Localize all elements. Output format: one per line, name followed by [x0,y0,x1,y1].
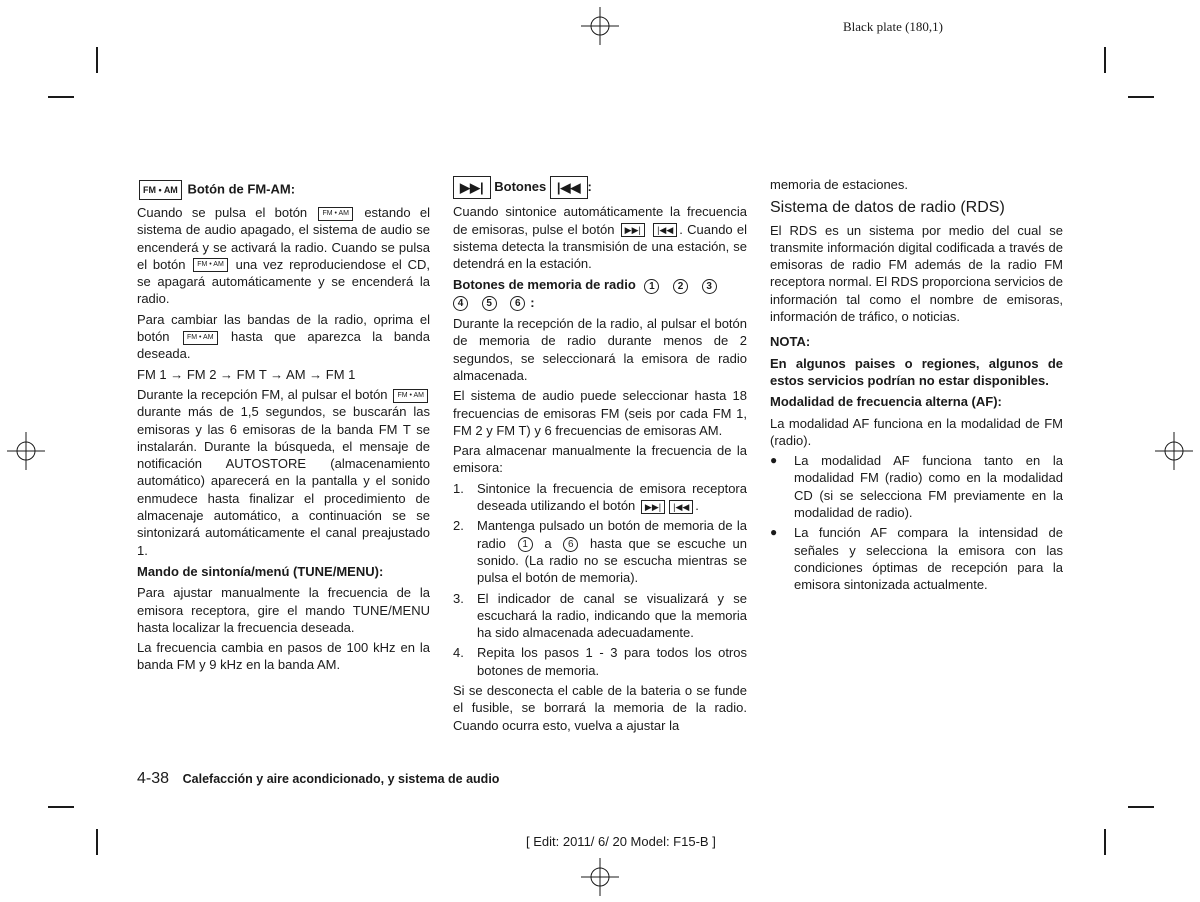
memory-2-icon: 2 [673,279,688,294]
list-item: 3. El indicador de canal se visualizará y se escuchará la radio, indicando que la memoria ha sido almacenada adecuadamente. [453,590,747,641]
bullet-list [770,452,1063,593]
list-item: ● La función AF compara la intensidad de señales y selecciona la emisora con las condiciones óptimas de recepción para la emisora sintonizada actualmente. [770,525,1063,593]
chapter-title: Calefacción y aire acondicionado, y sistema de audio [182,772,500,786]
memory-1-icon: 1 [644,279,659,294]
bullet-icon: ● [770,525,778,540]
page-footer [137,770,499,788]
memory-3-icon: 3 [702,279,717,294]
list-item: 2. Mantenga pulsado un botón de memoria de la radio 1 a 6 hasta que se escuche un sonido. (La radio no se escucha mientras se pulsa el botón de memoria). [453,518,747,586]
paragraph: Cuando sintonice automáticamente la frecuencia de emisoras, pulse el botón ▶▶| |◀◀ . Cuando el sistema detecta la transmisión de una estación, se detendrá en la estación. [453,204,747,272]
seek-next-icon: ▶▶| [453,176,491,199]
paragraph: Para almacenar manualmente la frecuencia de la emisora: [453,443,747,476]
note-text: En algunos paises o regiones, algunos de estos servicios podrían no estar disponibles. [770,355,1063,388]
section-heading: Botones de memoria de radio 1 2 3 4 5 6 : [453,276,747,311]
paragraph: Durante la recepción de la radio, al pulsar el botón de memoria de radio durante menos de 2 segundos, se seleccionará la emisora de radio almacenada. [453,316,747,383]
paragraph: Durante la recepción FM, al pulsar el botón FM • AM durante más de 1,5 segundos, se buscarán las emisoras y las 6 emisoras de la banda FM T se instalarán. Durante la búsqueda, el mensaje de notificación AUTOSTORE (almacenamiento automático) aparecerá en la pantalla y el sonido enmudece hasta finalizar el procedimiento de almacenaje automático, a continuación se se sintonizará automáticamente el canal preajustado 1. [137,386,430,558]
paragraph: Cuando se pulsa el botón FM • AM estando el sistema de audio apagado, el sistema de audio se encenderá y se activará la radio. Cuando se pulsa el botón FM • AM una vez reproduciendose el CD, se apagará automáticamente y se encenderá la radio. [137,205,430,307]
fm-am-button-icon: FM • AM [139,180,182,200]
memory-5-icon: 5 [482,296,497,311]
memory-6-icon: 6 [510,296,525,311]
registration-mark-icon [581,858,619,896]
note-label: NOTA: [770,334,811,350]
memory-6-icon: 6 [563,537,578,552]
registration-mark-icon [7,432,45,470]
registration-mark-icon [581,7,619,45]
paragraph: El sistema de audio puede seleccionar hasta 18 frecuencias de emisoras FM (seis por cada FM 1, FM 2 y FM T) y 6 frecuencias de emisoras AM. [453,388,747,438]
list-item: 4. Repita los pasos 1 - 3 para todos los otros botones de memoria. [453,645,747,678]
paragraph: memoria de estaciones. [770,177,909,192]
edit-info: [ Edit: 2011/ 6/ 20 Model: F15-B ] [526,834,716,849]
crop-mark [1104,47,1106,73]
crop-mark [96,47,98,73]
column-1 [137,176,430,677]
paragraph: El RDS es un sistema por medio del cual se transmite información digital codificada a través de emisoras de radio FM además de la radio FM receptora normal. El RDS proporciona servicios de información tal como el nombre de emisoras, información de tráfico, o noticias. [770,222,1063,325]
crop-mark [1128,96,1154,98]
memory-4-icon: 4 [453,296,468,311]
paragraph: Para ajustar manualmente la frecuencia de la emisora receptora, gire el mando TUNE/MENU hasta localizar la frecuencia deseada. [137,585,430,635]
fm-am-button-icon: FM • AM [193,258,228,272]
paragraph: Si se desconecta el cable de la bateria o se funde el fusible, se borrará la memoria de la radio. Cuando ocurra esto, vuelva a ajustar la [453,683,747,733]
list-item: 1. Sintonice la frecuencia de emisora receptora deseada utilizando el botón ▶▶| |◀◀ . [453,480,747,514]
seek-prev-icon: |◀◀ [653,223,677,237]
registration-mark-icon [1155,432,1193,470]
crop-mark [1128,806,1154,808]
list-item: ● La modalidad AF funciona tanto en la modalidad FM (radio) como en la modalidad CD (si se selecciona FM previamente en la modalidad de radio). [770,453,1063,521]
fm-am-button-icon: FM • AM [183,331,218,345]
paragraph: La modalidad AF funciona en la modalidad de FM (radio). [770,415,1063,448]
crop-mark [48,96,74,98]
crop-mark [1104,829,1106,855]
seek-next-icon: ▶▶| [621,223,645,237]
section-title: ▶▶| Botones |◀◀ : [453,176,747,199]
fm-am-button-icon: FM • AM [393,389,428,403]
plate-label: Black plate (180,1) [843,19,943,34]
bullet-icon: ● [770,453,778,468]
section-heading: Modalidad de frecuencia alterna (AF): [770,394,1002,410]
crop-mark [96,829,98,855]
section-heading: Mando de sintonía/menú (TUNE/MENU): [137,563,384,579]
section-title: FM • AM Botón de FM-AM: [137,180,430,200]
column-3 [770,176,1063,597]
seek-next-icon: ▶▶| [641,500,665,514]
steps-list [453,480,747,679]
column-2 [453,176,747,737]
fm-am-button-icon: FM • AM [318,207,353,221]
seek-prev-icon: |◀◀ [550,176,588,199]
section-title: Sistema de datos de radio (RDS) [770,199,1005,217]
paragraph: Para cambiar las bandas de la radio, oprima el botón FM • AM hasta que aparezca la banda deseada. [137,311,430,362]
crop-mark [48,806,74,808]
page-number: 4-38 [137,770,170,787]
memory-1-icon: 1 [518,537,533,552]
band-sequence: FM 1 → FM 2 → FM T → AM → FM 1 [137,366,356,382]
seek-prev-icon: |◀◀ [669,500,693,514]
paragraph: La frecuencia cambia en pasos de 100 kHz en la banda FM y 9 kHz en la banda AM. [137,640,430,673]
